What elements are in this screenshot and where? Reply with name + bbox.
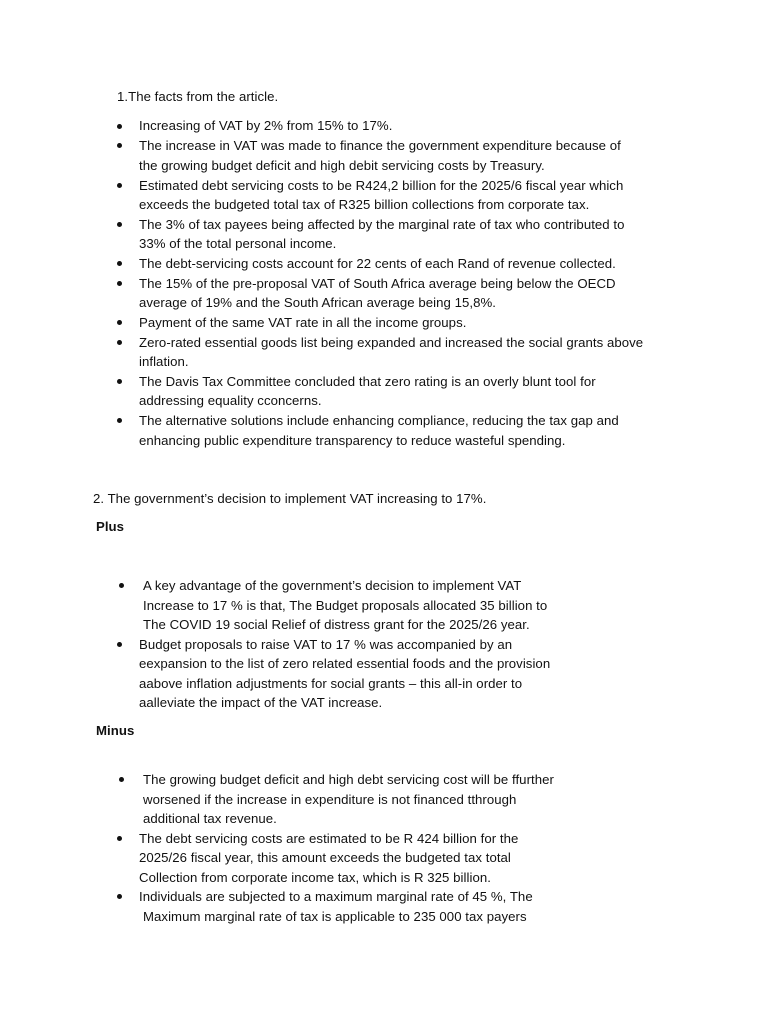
list-item-line: The 3% of tax payees being affected by the marginal rate of tax who contributed to — [139, 217, 625, 232]
bullet-icon — [117, 836, 122, 841]
list-item-line: The debt servicing costs are estimated to be R 424 billion for the — [139, 831, 519, 846]
bullet-icon — [117, 418, 122, 423]
list-item-line: The growing budget deficit and high debt servicing cost will be ffurther — [143, 772, 554, 787]
list-item-line: The alternative solutions include enhancing compliance, reducing the tax gap and — [139, 413, 619, 428]
bullet-icon — [117, 642, 122, 647]
list-item-line: Increasing of VAT by 2% from 15% to 17%. — [139, 118, 393, 133]
list-item-line: Estimated debt servicing costs to be R424,2 billion for the 2025/6 fiscal year which — [139, 178, 624, 193]
list-item-line: worsened if the increase in expenditure is not financed tthrough — [143, 792, 517, 807]
bullet-icon — [117, 143, 122, 148]
list-item-line: Individuals are subjected to a maximum marginal rate of 45 %, The — [139, 889, 533, 904]
plus-heading: Plus — [96, 519, 125, 534]
list-item-line: A key advantage of the government’s decision to implement VAT — [143, 578, 522, 593]
list-item-line: aalleviate the impact of the VAT increase. — [139, 695, 383, 710]
list-item-line: The debt-servicing costs account for 22 cents of each Rand of revenue collected. — [139, 256, 616, 271]
list-item-line: Increase to 17 % is that, The Budget proposals allocated 35 billion to — [143, 598, 548, 613]
bullet-icon — [117, 340, 122, 345]
bullet-icon — [117, 320, 122, 325]
list-item-line: Zero-rated essential goods list being expanded and increased the social grants above — [139, 335, 644, 350]
list-item-line: Payment of the same VAT rate in all the income groups. — [139, 315, 467, 330]
list-item-line: Collection from corporate income tax, which is R 325 billion. — [139, 870, 491, 885]
list-item-line: The increase in VAT was made to finance the government expenditure because of — [139, 138, 621, 153]
list-item-line: 33% of the total personal income. — [139, 236, 337, 251]
minus-heading: Minus — [96, 723, 135, 738]
list-item-line: Budget proposals to raise VAT to 17 % was accompanied by an — [139, 637, 513, 652]
bullet-icon — [117, 183, 122, 188]
list-item-line: eexpansion to the list of zero related essential foods and the provision — [139, 656, 551, 671]
list-item-line: The COVID 19 social Relief of distress grant for the 2025/26 year. — [143, 617, 530, 632]
list-item-line: average of 19% and the South African average being 15,8%. — [139, 295, 496, 310]
list-item-line: exceeds the budgeted total tax of R325 billion collections from corporate tax. — [139, 197, 590, 212]
list-item-line: Maximum marginal rate of tax is applicable to 235 000 tax payers — [143, 909, 527, 924]
list-item-line: additional tax revenue. — [143, 811, 277, 826]
list-item-line: 2025/26 fiscal year, this amount exceeds the budgeted tax total — [139, 850, 511, 865]
list-item-line: enhancing public expenditure transparency to reduce wasteful spending. — [139, 433, 566, 448]
list-item-line: The 15% of the pre-proposal VAT of South Africa average being below the OECD — [139, 276, 616, 291]
bullet-icon — [117, 281, 122, 286]
list-item-line: the growing budget deficit and high debit servicing costs by Treasury. — [139, 158, 545, 173]
bullet-icon — [117, 124, 122, 129]
bullet-icon — [117, 222, 122, 227]
bullet-icon — [117, 261, 122, 266]
list-item-line: aabove inflation adjustments for social grants – this all-in order to — [139, 676, 523, 691]
list-item-line: addressing equality cconcerns. — [139, 393, 322, 408]
section-1-heading: 1.The facts from the article. — [117, 89, 279, 104]
bullet-icon — [119, 777, 124, 782]
list-item-line: inflation. — [139, 354, 189, 369]
bullet-icon — [117, 894, 122, 899]
bullet-icon — [117, 379, 122, 384]
section-2-heading: 2. The government’s decision to implement VAT increasing to 17%. — [93, 491, 487, 506]
list-item-line: The Davis Tax Committee concluded that zero rating is an overly blunt tool for — [139, 374, 596, 389]
bullet-icon — [119, 583, 124, 588]
